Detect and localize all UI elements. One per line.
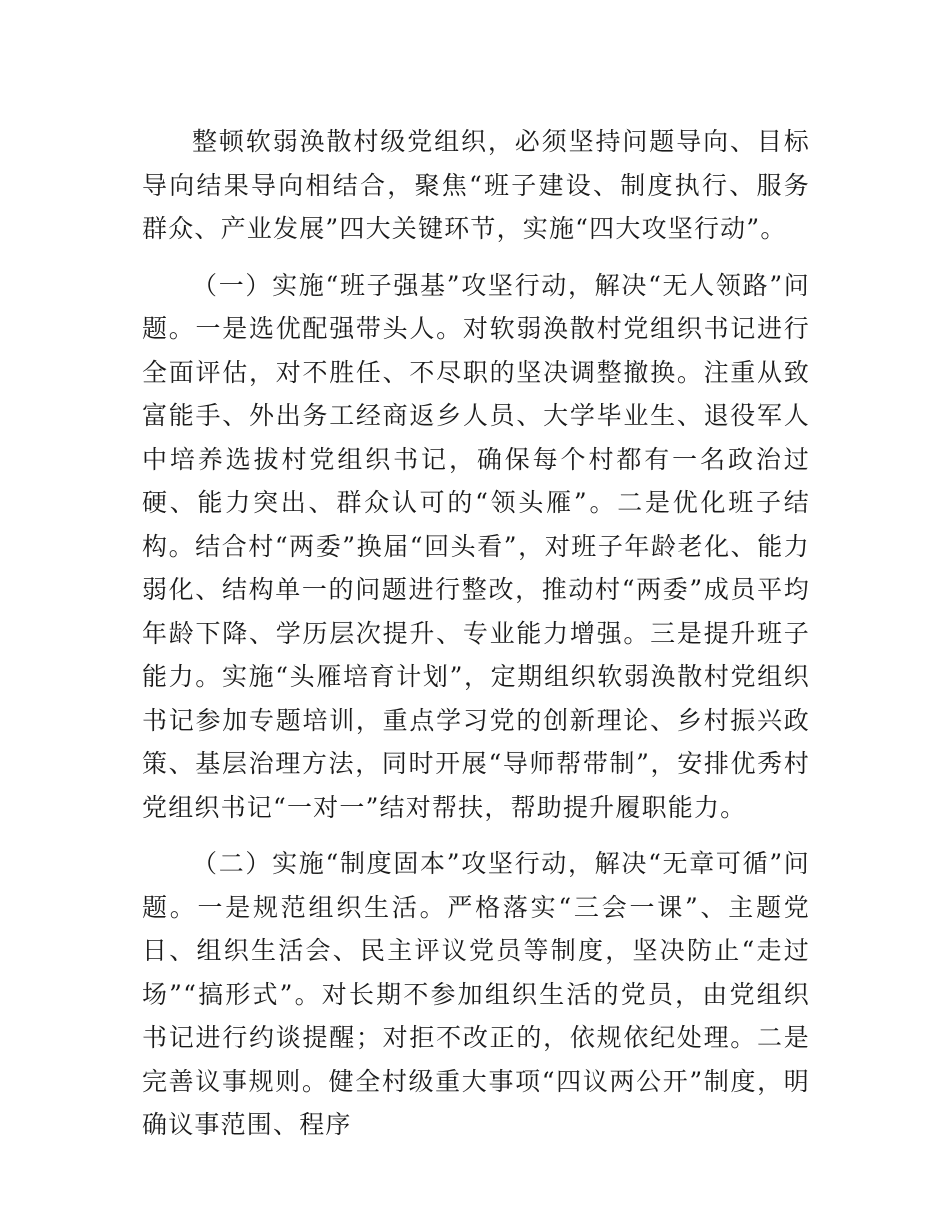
section-two-paragraph: （二）实施“制度固本”攻坚行动，解决“无章可循”问题。一是规范组织生活。严格落实“三会一课”、主题党日、组织生活会、民主评议党员等制度，坚决防止“走过场”“搞形式”。对长期不参加组织生活的党员，由党组织书记进行约谈提醒；对拒不改正的，依规依纪处理。二是完善议事规则。健全村级重大事项“四议两公开”制度，明确议事范围、程序 xyxy=(142,849,810,1139)
intro-paragraph: 整顿软弱涣散村级党组织，必须坚持问题导向、目标导向结果导向相结合，聚焦“班子建设、制度执行、服务群众、产业发展”四大关键环节，实施“四大攻坚行动”。 xyxy=(142,127,810,243)
document-body xyxy=(142,120,810,1160)
section-one-paragraph: （一）实施“班子强基”攻坚行动，解决“无人领路”问题。一是选优配强带头人。对软弱涣散村党组织书记进行全面评估，对不胜任、不尽职的坚决调整撤换。注重从致富能手、外出务工经商返乡人员、大学毕业生、退役军人中培养选拔村党组织书记，确保每个村都有一名政治过硬、能力突出、群众认可的“领头雁”。二是优化班子结构。结合村“两委”换届“回头看”，对班子年龄老化、能力弱化、结构单一的问题进行整改，推动村“两委”成员平均年龄下降、学历层次提升、专业能力增强。三是提升班子能力。实施“头雁培育计划”，定期组织软弱涣散村党组织书记参加专题培训，重点学习党的创新理论、乡村振兴政策、基层治理方法，同时开展“导师帮带制”，安排优秀村党组织书记“一对一”结对帮扶，帮助提升履职能力。 xyxy=(142,270,810,822)
